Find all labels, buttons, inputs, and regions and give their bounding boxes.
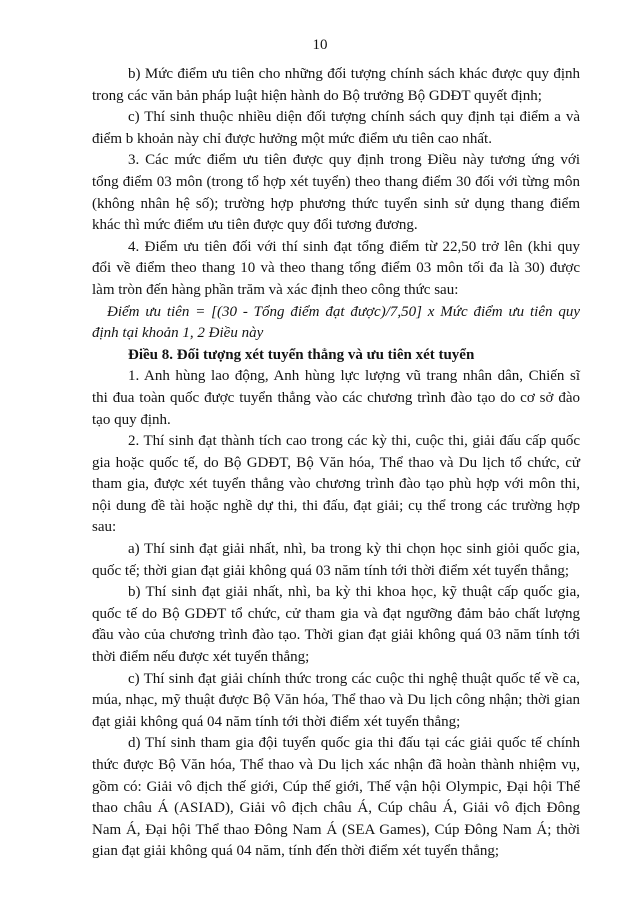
text-line: Điểm ưu tiên = [(30 - Tổng điểm đạt được)/7,50] x Mức điểm ưu tiên quy	[107, 303, 580, 320]
text-line: trong các văn bản pháp luật hiện hành do Bộ trưởng Bộ GDĐT quyết định;	[92, 87, 542, 104]
text-line: thức được Bộ Văn hóa, Thể thao và Du lịch xác nhận đã hoàn thành nhiệm vụ,	[92, 757, 580, 773]
text-line: tham gia, được xét tuyển thẳng vào chương trình đào tạo phù hợp với môn thi,	[92, 476, 580, 493]
paragraph	[92, 582, 580, 668]
text-line: gồm có: Giải vô địch thế giới, Cúp thế giới, Thế vận hội Olympic, Đại hội Thể	[92, 778, 580, 795]
formula-paragraph	[92, 302, 580, 345]
text-line: (không nhân hệ số); trường hợp phương thức tuyển sinh sử dụng thang điểm	[92, 195, 580, 212]
text-line: đổi về điểm theo thang 10 và theo thang tổng điểm 03 môn tối đa là 30) được	[92, 260, 580, 277]
text-line: quốc tế do Bộ GDĐT tổ chức, cử tham gia và đạt ngưỡng đảm bảo chất lượng	[92, 605, 580, 622]
text-line: đạt giải không quá 04 năm tính tới thời điểm xét tuyển thẳng;	[92, 713, 461, 730]
section-heading	[92, 345, 580, 367]
paragraph	[92, 237, 580, 302]
text-line: 1. Anh hùng lao động, Anh hùng lực lượng vũ trang nhân dân, Chiến sĩ	[128, 368, 580, 385]
text-line: Điều 8. Đối tượng xét tuyển thẳng và ưu tiên xét tuyển	[128, 346, 475, 363]
paragraph	[92, 733, 580, 863]
paragraph	[92, 150, 580, 236]
text-line: làm tròn đến hàng phần trăm và xác định theo công thức sau:	[92, 281, 459, 298]
text-line: b) Thí sinh đạt giải nhất, nhì, ba kỳ thi khoa học, kỹ thuật cấp quốc gia,	[128, 584, 580, 601]
text-line: nội dung đề tài hoặc nghề dự thi, thi đấu, đạt giải; cụ thể trong các trường hợp sau:	[92, 497, 580, 536]
text-line: múa, nhạc, mỹ thuật được Bộ Văn hóa, Thể thao và Du lịch công nhận; thời gian	[92, 692, 580, 709]
text-line: thời điểm nếu được xét tuyển thẳng;	[92, 649, 310, 666]
document-body	[92, 64, 580, 863]
text-line: khác thì mức điểm ưu tiên được quy đổi tương đương.	[92, 217, 418, 234]
paragraph	[92, 64, 580, 107]
paragraph	[92, 431, 580, 539]
paragraph	[92, 669, 580, 734]
text-line: định tại khoản 1, 2 Điều này	[92, 325, 264, 342]
paragraph	[92, 366, 580, 431]
paragraph	[92, 107, 580, 150]
text-line: đầu vào của chương trình đào tạo. Thời gian đạt giải không quá 03 năm tính tới	[92, 627, 580, 644]
text-line: 4. Điểm ưu tiên đối với thí sinh đạt tổng điểm từ 22,50 trở lên (khi quy	[128, 238, 580, 255]
text-line: 3. Các mức điểm ưu tiên được quy định trong Điều này tương ứng với	[128, 152, 580, 169]
text-line: thi đua toàn quốc được tuyển thẳng vào các chương trình đào tạo do cơ sở đào	[92, 389, 580, 406]
text-line: gian đạt giải không quá 04 năm, tính đến thời điểm xét tuyển thẳng;	[92, 843, 500, 860]
text-line: b) Mức điểm ưu tiên cho những đối tượng chính sách khác được quy định	[128, 66, 580, 82]
page-number: 10	[312, 37, 328, 53]
text-line: quốc tế; thời gian đạt giải không quá 03 năm tính tới thời điểm xét tuyển thẳng;	[92, 562, 570, 579]
text-line: 2. Thí sinh đạt thành tích cao trong các kỳ thi, cuộc thi, giải đấu cấp quốc	[128, 433, 580, 450]
text-line: d) Thí sinh tham gia đội tuyển quốc gia thi đấu tại các giải quốc tế chính	[128, 735, 580, 752]
text-line: tổng điểm 03 môn (trong tổ hợp xét tuyển) theo thang điểm 30 đối với từng môn	[92, 173, 580, 190]
text-line: Nam Á, Đại hội Thể thao Đông Nam Á (SEA Games), Cúp Đông Nam Á; thời	[92, 821, 580, 838]
text-line: điểm b khoản này chỉ được hưởng một mức điểm ưu tiên cao nhất.	[92, 130, 492, 147]
text-line: c) Thí sinh thuộc nhiều diện đối tượng chính sách quy định tại điểm a và	[128, 109, 580, 126]
text-line: thao châu Á (ASIAD), Giải vô địch châu Á, Cúp châu Á, Giải vô địch Đông	[92, 800, 580, 817]
text-line: gia hoặc quốc tế, do Bộ GDĐT, Bộ Văn hóa, Thể thao và Du lịch tổ chức, cử	[92, 454, 580, 471]
text-line: a) Thí sinh đạt giải nhất, nhì, ba trong kỳ thi chọn học sinh giỏi quốc gia,	[128, 541, 580, 558]
text-line: c) Thí sinh đạt giải chính thức trong các cuộc thi nghệ thuật quốc tế về ca,	[128, 670, 580, 687]
text-line: tạo quy định.	[92, 411, 171, 428]
paragraph	[92, 539, 580, 582]
